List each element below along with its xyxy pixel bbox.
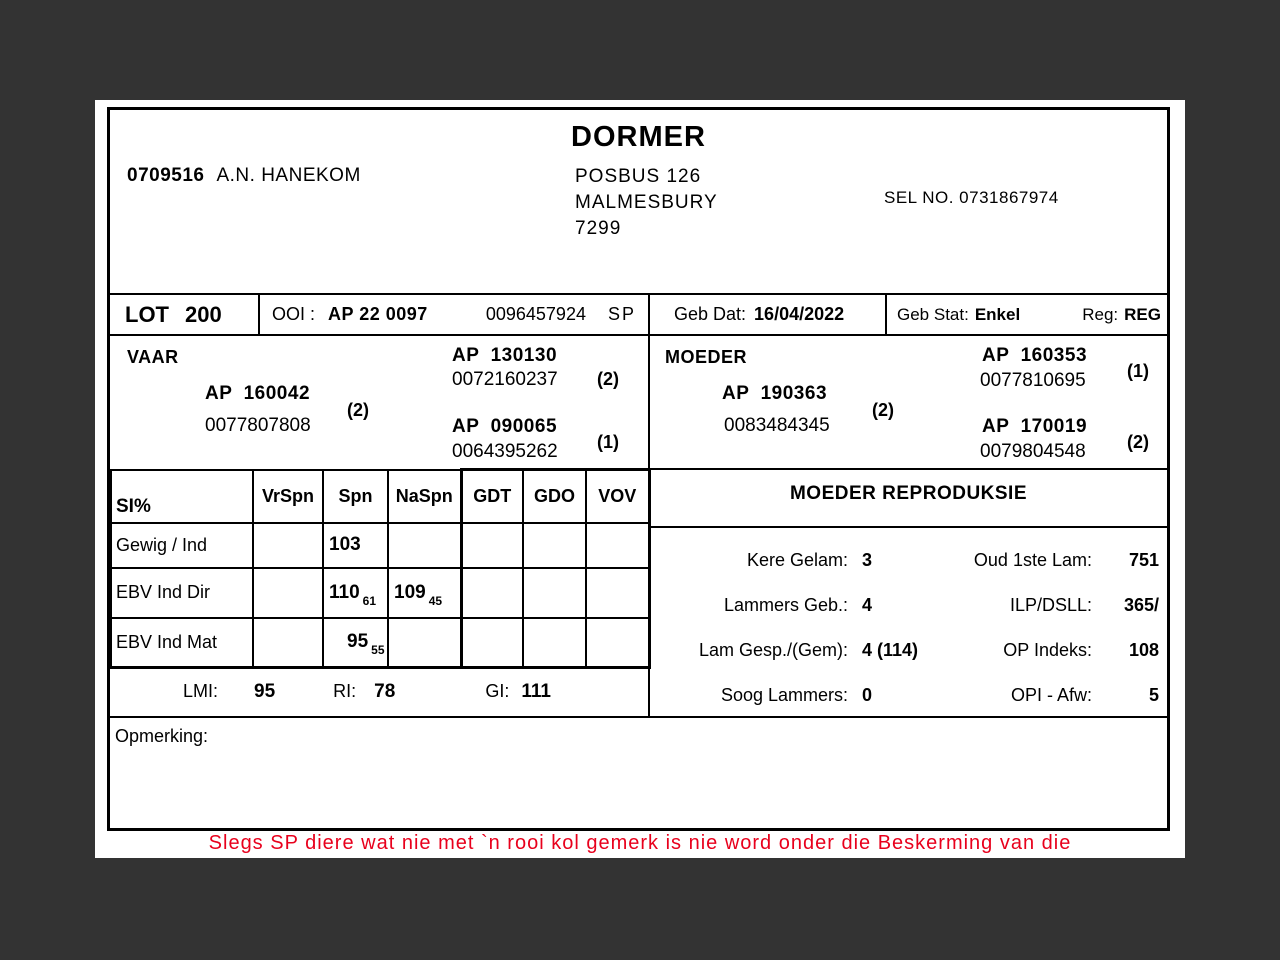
grandsire-top-id: AP 130130 [452,345,558,366]
vaar-panel [110,336,650,468]
moeder-heading: MOEDER [665,347,748,367]
cell-mat-naspn [388,618,461,668]
reg-label: Reg: [1082,304,1119,324]
repro-value-soog-lammers: 0 [862,685,873,705]
si-table [110,468,651,669]
sp-warning-text: Slegs SP diere wat nie met `n rooi kol gemerk is nie word onder die Beskerming van die [208,832,1072,854]
address-line-2: MALMESBURY [575,192,718,213]
granddam-bottom-id: AP 170019 [982,416,1088,437]
ri-value: 78 [374,680,396,702]
col-header-naspn: NaSpn [388,470,461,523]
repro-label-opi-afw: OPI - Afw: [1010,685,1092,705]
address-line-3: 7299 [575,218,622,239]
indices-row [110,669,648,714]
cell-gewig-naspn [388,523,461,568]
si-panel [110,468,650,716]
row-label-ebv-dir: EBV Ind Dir [111,568,253,618]
repro-label-ilp-dsll: ILP/DSLL: [1009,595,1092,615]
dam-id: AP 190363 [722,383,828,404]
granddam-top-number: 0077810695 [980,370,1086,391]
lot-cell [110,295,260,334]
ri-label: RI: [333,681,357,701]
repro-grid [650,538,1167,718]
grandsire-bottom-number: 0064395262 [452,441,558,462]
repro-value-oud-1ste-lam: 751 [1128,550,1159,570]
repro-label-lammers-geb: Lammers Geb.: [723,595,848,615]
repro-value-ilp-dsll: 365/ [1123,595,1159,615]
moeder-panel [650,336,1167,468]
sp-flag: SP [607,304,636,324]
opmerking-label: Opmerking: [115,726,209,746]
cell-mat-gdt [461,618,523,668]
accuracy-subscript: 45 [428,593,443,608]
address-block [575,164,718,242]
cell-gewig-gdo [523,523,586,568]
sire-flag: (2) [347,400,369,420]
value: 109 [394,581,426,603]
geb-dat-value: 16/04/2022 [754,304,845,324]
repro-value-opi-afw: 5 [1148,685,1159,705]
repro-heading: MOEDER REPRODUKSIE [789,483,1028,504]
granddam-top-flag: (1) [1127,361,1149,381]
lot-label: LOT [125,301,169,327]
reg-value: REG [1124,304,1161,324]
tattoo-number: 0096457924 [485,304,586,324]
geb-dat-cell [650,295,887,334]
cell-mat-gdo [523,618,586,668]
cell-dir-gdo [523,568,586,618]
gi-label: GI: [485,681,510,701]
accuracy-subscript: 61 [362,593,377,608]
granddam-top-id: AP 160353 [982,345,1088,366]
lmi-label: LMI: [183,681,219,701]
repro-label-kere-gelam: Kere Gelam: [746,550,848,570]
breed-title: DORMER [571,121,706,153]
cell-mat-spn [323,618,388,668]
repro-value-lammers-geb: 4 [862,595,873,615]
value: 95 [347,631,369,653]
member-name: A.N. HANEKOM [216,165,361,186]
main-section [110,468,1167,718]
cell-gewig-vov [586,523,649,568]
member-number: 0709516 [127,165,205,186]
lot-number: 200 [185,301,222,327]
ooi-cell [260,295,650,334]
lmi-value: 95 [254,680,276,702]
repro-panel [650,468,1167,716]
dam-flag: (2) [872,400,894,420]
ooi-label: OOI : [272,304,316,324]
repro-value-lam-gesp: 4 (114) [862,640,919,660]
address-line-1: POSBUS 126 [575,166,702,187]
catalog-card [107,107,1170,831]
lot-row [110,293,1167,336]
grandsire-top-number: 0072160237 [452,369,558,390]
row-label-gewig: Gewig / Ind [111,523,253,568]
row-label-ebv-mat: EBV Ind Mat [111,618,253,668]
cell-dir-vov [586,568,649,618]
geb-stat-value: Enkel [974,304,1021,324]
repro-label-soog-lammers: Soog Lammers: [720,685,848,705]
geb-stat-label: Geb Stat: [897,304,969,324]
repro-label-op-indeks: OP Indeks: [1003,640,1092,660]
cell-gewig-vrspn [253,523,323,568]
sire-id: AP 160042 [205,383,311,404]
value: 110 [329,581,360,603]
grandsire-bottom-flag: (1) [597,432,619,452]
opmerking-section [110,718,1167,834]
repro-value-op-indeks: 108 [1128,640,1159,660]
geb-dat-label: Geb Dat: [674,304,747,324]
dam-number: 0083484345 [724,415,830,436]
ooi-id: AP 22 0097 [328,304,428,324]
col-header-vrspn: VrSpn [253,470,323,523]
cell-gewig-gdt [461,523,523,568]
grandsire-bottom-id: AP 090065 [452,416,558,437]
accuracy-subscript: 55 [371,643,385,658]
cell-gewig-spn [323,523,388,568]
repro-value-kere-gelam: 3 [862,550,873,570]
document-page [95,100,1185,858]
col-header-gdt: GDT [461,470,523,523]
ooi-group [272,304,428,325]
member-line [127,165,361,187]
si-corner-label: SI% [111,470,253,523]
granddam-bottom-flag: (2) [1127,432,1149,452]
value: 103 [329,534,361,555]
cell-dir-naspn [388,568,461,618]
vaar-heading: VAAR [127,347,179,367]
geb-stat-cell [887,295,1167,334]
cell-dir-gdt [461,568,523,618]
col-header-spn: Spn [323,470,388,523]
repro-label-lam-gesp: Lam Gesp./(Gem): [698,640,848,660]
tattoo-group [486,304,636,325]
cell-mat-vov [586,618,649,668]
sel-no: SEL NO. 0731867974 [884,188,1059,207]
pedigree-section [110,336,1167,468]
sire-number: 0077807808 [205,415,311,436]
cell-dir-vrspn [253,568,323,618]
grandsire-top-flag: (2) [597,369,619,389]
cell-dir-spn [323,568,388,618]
granddam-bottom-number: 0079804548 [980,441,1086,462]
repro-label-oud-1ste-lam: Oud 1ste Lam: [973,550,1092,570]
divider [650,526,1167,528]
cell-mat-vrspn [253,618,323,668]
gi-value: 111 [521,680,551,702]
col-header-gdo: GDO [523,470,586,523]
col-header-vov: VOV [586,470,649,523]
